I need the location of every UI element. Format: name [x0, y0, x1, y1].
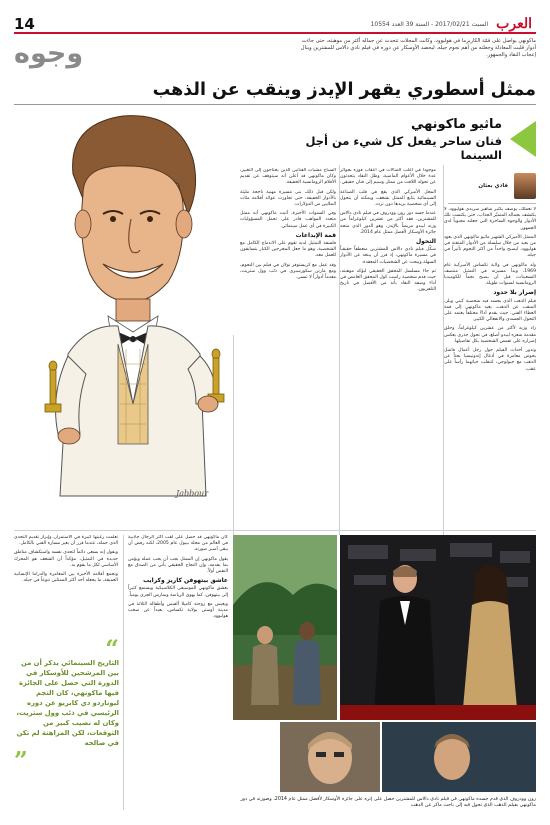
paragraph: لا تعملك، يوصف بكثير شاهير سريدي هوليوود، لا يكتشف بجماله المتميّز الجذاب، حتى يكتسب تلك الأدوار والوجوه الساحرة التي جعلته محبوباً لدى الجمهور.	[444, 207, 536, 231]
paragraph: فلسفة التمثيل لديه تقوم على الاندماج الكامل مع الشخصية، وهو ما جعل المخرجين الكبار يتسابقون للعمل معه.	[240, 241, 336, 259]
subhead-tagline: فنان ساحر يفعل كل شيء من أجل السينما	[305, 133, 502, 162]
subheading: عاشق بيتهوفن كاريز وكرايب	[143, 577, 228, 585]
article-column-5	[14, 535, 118, 635]
article-column-2	[340, 168, 436, 528]
paragraph: موجوداً في أغلب الصالات في أعقاب فوزه بجوائز عدة خلال الأعوام الماضية، وظل النقاد يتحدثون عن تحوله اللافت من ممثل وسيم إلى فنان حقيقي.	[340, 168, 436, 186]
intro-blurb: ماكونهي يواصل على قمّة الكاريزما في هوليوود، وكانت المجلات تتحدث عن جماله أكثر من موهبته، حتى جاءت أدوار قلبت المعادلة وجعلته من أهم نجوم جيله، ليحصد الأوسكار عن دوره في فيلم نادي دالاس للمشترين وينال إعجاب النقاد والجمهور.	[300, 38, 536, 58]
page-header	[14, 16, 536, 34]
paragraph: زاد وزنه لأكثر من عشرين كيلوغراماً، وحلق مقدمة شعره ليبدو أصلع، في تحول جذري يعكس إصراره على تقمص الشخصية بكل تفاصيلها.	[444, 326, 536, 344]
paragraph: شكّل فيلم نادي دالاس للمشترين منعطفاً حقيقياً في مسيرة ماكونهي، إذ قرر أن يبتعد عن الأدوار السهلة ويبحث عن الشخصيات المعقدة.	[340, 247, 436, 265]
column-divider	[123, 535, 124, 810]
red-carpet-photo	[340, 535, 536, 720]
green-arrow-icon	[510, 121, 536, 157]
caricature-illustration	[28, 104, 243, 504]
column-divider	[233, 335, 234, 535]
paragraph: وفي السنوات الأخيرة، أثبت ماكونهي أنه ممثل متعدد المواهب قادر على تحمل المسؤوليات الكبيرة في أي عمل سينمائي.	[240, 211, 336, 229]
section-title: وجوه	[14, 38, 84, 69]
pull-quote	[14, 634, 119, 775]
paragraph: وتجمع أفلامه الأخيرة بين المغامرة والدراما الإنسانية العميقة، ما يجعله أحد أكثر الممثلين تنوعاً في جيله.	[14, 572, 118, 584]
jungle-scene-photo	[233, 535, 337, 720]
portrait-photo	[382, 722, 536, 792]
masthead-group	[371, 16, 536, 32]
paragraph: السباح مشيات الفنانين الذين يحتاجون إلى التغيير، وكان ماكونهي قد أعلن أنه سيتوقف عن تقديم الأفلام الرومانسية الخفيفة.	[240, 168, 336, 186]
article-column-4	[128, 535, 228, 815]
paragraph: ويعيش مع زوجته كاميلا ألفيس وأطفاله الثلاثة في مدينة أوستن بولاية تكساس، بعيداً عن صخب هوليوود.	[128, 601, 228, 620]
caricature-signature: Jabbour	[176, 489, 209, 498]
quote-text: التاريخ السينمائي يذكر أن من بين المرشحين للأوسكار في الدورة التي حصل على الجائزة فيها ماكونهي، كان النجم ليوناردو دي كابريو عن دوره الرئيسي في ذئب وول ستريت، وكان له نصيب كبير من التوقعات، لكن المراهنة لم تكن في صالحه	[16, 659, 119, 747]
article-column-3	[240, 168, 336, 528]
author-photo	[514, 173, 536, 199]
paragraph: ولكن قبل ذلك، بنى مسيرة مهنية ناجحة مليئة بالأدوار الخفيفة، حتى تجاوزت عوائد أفلامه مئات الملايين من الدولارات.	[240, 189, 336, 208]
issue-line: السبت 2017/02/21 - السنة 39 العدد 10554	[370, 20, 489, 28]
paragraph: يقول ماكونهي إن الممثل يجب أن يحب عمله ويؤمن بما يقدمه، وإن النجاح الحقيقي يأتي من الصدق مع النفس أولاً.	[128, 556, 228, 575]
paragraph: يعشق ماكونهي الموسيقى الكلاسيكية ويستمع كثيراً إلى بيتهوفن، كما يهوى الرياضة ويمارس الجري يومياً.	[128, 586, 228, 598]
paragraph: فيلم الذهب الذي يجسد فيه شخصية كيني ويلز، المنقب عن الذهب، يعيد ماكونهي إلى قمة العطاء الفني، حيث يقدم أداءً مختلفاً يعتمد على التحول الجسدي والانفعالي الكبير.	[444, 298, 536, 323]
character-closeup-photo	[280, 722, 380, 792]
subheading: قمة الإبداعات	[295, 231, 336, 239]
paragraph: عندما جسد دور رون وودروف في فيلم نادي دالاس للمشترين، فقد أكثر من عشرين كيلوغراماً من وزنه ليبدو مريضاً بالإيدز، وهو الدور الذي منحه جائزة الأوسكار لأفضل ممثل عام 2014.	[340, 211, 436, 235]
quote-close-icon: ”	[14, 746, 28, 775]
paragraph: المحل الأميركي الذي يقع في قلب الصناعة السينمائية يتابع الممثل بشغف، ويمكنه أن يتحول إلى أي شخصية يريدها دون تردد.	[340, 189, 436, 208]
quote-open-icon: “	[105, 634, 119, 663]
subheading: إصرار بلا حدود	[493, 289, 536, 297]
subhead	[276, 117, 536, 161]
masthead-logo: العرب	[496, 16, 532, 32]
paragraph: ثم جاء مسلسل المحقق الحقيقي ليؤكد موهبته، حيث قدم شخصية راست كول المحقق الغامض في أداء وصفه النقاد بأنه من الأفضل في تاريخ التلفزيون.	[340, 268, 436, 293]
author-name: فادي بعثان	[478, 182, 508, 189]
paragraph: ولد ماكونهي في ولاية تكساس الأميركية عام 1969، وبدأ مسيرته في التمثيل منتصف التسعينات، قبل أن يصبح نجماً للكوميديا الرومانسية لسنوات طويلة.	[444, 262, 536, 287]
paragraph: تعلمت رغبتها كبيرة في الاستمرار، وإبراز تقديم التحدي الذي حمله، عندما قرر أن يغير مساره الفني بالكامل.	[14, 535, 118, 547]
paragraph: ويقول إنه يسعى دائماً لتحدي نفسه واستكشاف مناطق جديدة في التمثيل، مؤكداً أن الشغف هو المحرك الأساسي لكل ما يقوم به.	[14, 550, 118, 568]
photo-caption: رون وودروف الذي قدم جسده ماكونهي في فيلم نادي دالاس للمشترين حصل على إثره على جائزة الأوسكار لأفضل ممثل عام 2014، وصورته في دور ماكونهي بفيلم الذهب الذي تحول فيه إلى باحث ماكر عن الذهب	[240, 797, 536, 809]
subhead-name: ماثيو ماكونهي	[410, 116, 502, 132]
author-byline	[448, 168, 536, 204]
paragraph: وتدور أحداث الفيلم حول رجل أعمال فاشل يخوض مغامرة في أدغال إندونيسيا بحثاً عن الذهب مع جيولوجي، لتنقلب حياتهما رأساً على عقب.	[444, 348, 536, 372]
paragraph: كان ماكونهي قد حصل على لقب أكثر الرجال جاذبية في العالم من مجلة بيبول عام 2005، لكنه رفض أن يبقى أسير صورته.	[128, 535, 228, 553]
headline: ممثل أسطوري يقهر الإيدز وينقب عن الذهب	[14, 80, 536, 105]
page-number: 14	[14, 15, 35, 33]
paragraph: وقد عمل مع كريستوفر نولان في فيلم بين النجوم، ومع مارتن سكورسيزي في ذئب وول ستريت، مقدماً أدواراً لا تنسى.	[240, 262, 336, 281]
paragraph: الممثل الأميركي الشهير ماثيو ماكونهي الذي يعود من بعيد من خلال سلسلة من الأدوار المتقنة في هوليوود، ليصبح واحداً من أكثر النجوم تأثيراً في جيله.	[444, 234, 536, 259]
subheading: التحول	[415, 238, 436, 246]
